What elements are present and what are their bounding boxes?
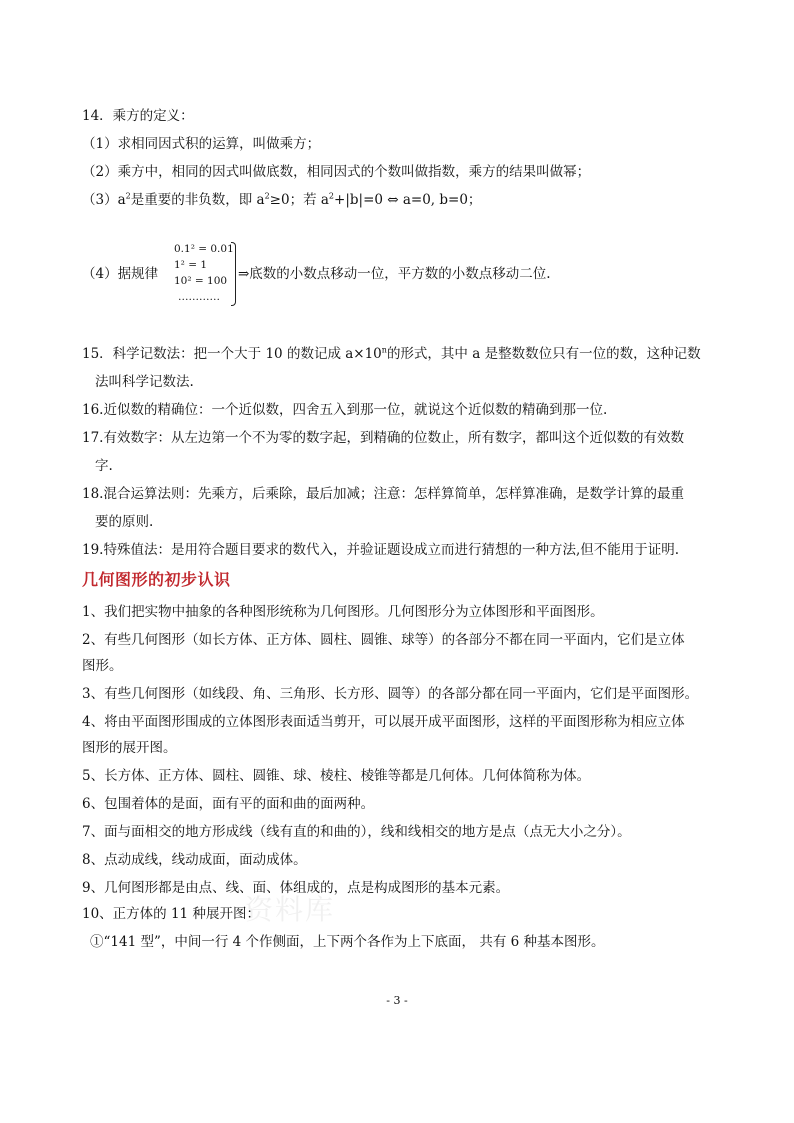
geo-item-4-line-2: 图形的展开图。 (82, 740, 177, 756)
superscript: 2 (328, 191, 335, 201)
geo-item-8: 8、点动成线，线动成面，面动成体。 (82, 852, 307, 868)
section-heading: 几何图形的初步认识 (82, 570, 231, 589)
equation-2: 1² = 1 (174, 259, 208, 271)
text-fragment: 15．科学记数法：把一个大于 10 的数记成 a×10 (82, 346, 382, 362)
page-number: - 3 - (386, 994, 408, 1007)
geo-item-10-sub-1: ①“141 型”，中间一行 4 个作侧面，上下两个各作为上下底面， 共有 6 种基本图形。 (90, 934, 605, 950)
geo-item-7: 7、面与面相交的地方形成线（线有直的和曲的），线和线相交的地方是点（点无大小之分）。 (82, 824, 631, 840)
superscript: n (381, 345, 387, 355)
text-fragment: 是重要的非负数，即 a (130, 192, 265, 208)
section-17-line-2: 字. (95, 458, 113, 474)
section-14-point-3 (82, 190, 481, 210)
geo-item-10: 10、正方体的 11 种展开图： (82, 906, 260, 922)
geo-item-2-line-1: 2、有些几何图形（如长方体、正方体、圆柱、圆锥、球等）的各部分不都在同一平面内，它们是立体 (82, 632, 685, 648)
watermark: 资料库 (245, 893, 336, 926)
text-fragment: 的形式，其中 a 是整数数位只有一位的数，这种记数 (386, 346, 701, 362)
geo-item-2-line-2: 图形。 (82, 658, 123, 674)
geo-item-9: 9、几何图形都是由点、线、面、体组成的，点是构成图形的基本元素。 (82, 880, 510, 896)
equation-ellipsis: ………… (178, 291, 220, 303)
section-14-point-1: （1）求相同因式积的运算，叫做乘方； (82, 136, 321, 152)
text-fragment: +|b|=0 ⇔ a=0, b=0； (334, 192, 482, 208)
section-19: 19.特殊值法：是用符合题目要求的数代入，并验证题设成立而进行猜想的一种方法,但不能用于证明. (82, 542, 680, 558)
section-18-line-1: 18.混合运算法则：先乘方，后乘除，最后加减；注意：怎样算简单，怎样算准确，是数学计算的最重 (82, 486, 684, 502)
section-17-line-1: 17.有效数字：从左边第一个不为零的数字起，到精确的位数止，所有数字，都叫这个近似数的有效数 (82, 430, 684, 446)
superscript: 2 (264, 191, 270, 201)
section-14-point-4-label: （4）据规律 (82, 266, 159, 282)
section-18-line-2: 要的原则. (95, 514, 154, 530)
section-14-point-2: （2）乘方中，相同的因式叫做底数，相同因式的个数叫做指数，乘方的结果叫做幂； (82, 164, 591, 180)
superscript: 2 (125, 191, 131, 201)
section-16: 16.近似数的精确位：一个近似数，四舍五入到那一位，就说这个近似数的精确到那一位. (82, 402, 608, 418)
right-brace (231, 242, 236, 306)
section-14-title: 14．乘方的定义： (82, 108, 194, 124)
section-14-point-4-result: ⇒底数的小数点移动一位，平方数的小数点移动二位. (238, 266, 551, 282)
section-15-line-2: 法叫科学记数法. (95, 374, 194, 390)
geo-item-1: 1、我们把实物中抽象的各种图形统称为几何图形。几何图形分为立体图形和平面图形。 (82, 604, 604, 620)
equation-1: 0.1² = 0.01 (174, 243, 234, 255)
geo-item-3: 3、有些几何图形（如线段、角、三角形、长方形、圆等）的各部分都在同一平面内，它们是平面图形。 (82, 686, 699, 702)
pattern-equations (172, 240, 236, 306)
geo-item-5: 5、长方体、正方体、圆柱、圆锥、球、棱柱、棱锥等都是几何体。几何体简称为体。 (82, 768, 591, 784)
text-fragment: ≥0；若 a (269, 192, 329, 208)
geo-item-6: 6、包围着体的是面，面有平的面和曲的面两种。 (82, 796, 375, 812)
equation-3: 10² = 100 (174, 275, 228, 287)
geo-item-4-line-1: 4、将由平面图形围成的立体图形表面适当剪开，可以展开成平面图形，这样的平面图形称为相应立体 (82, 714, 685, 730)
text-fragment: （3）a (82, 192, 126, 208)
section-15-line-1 (82, 344, 701, 364)
